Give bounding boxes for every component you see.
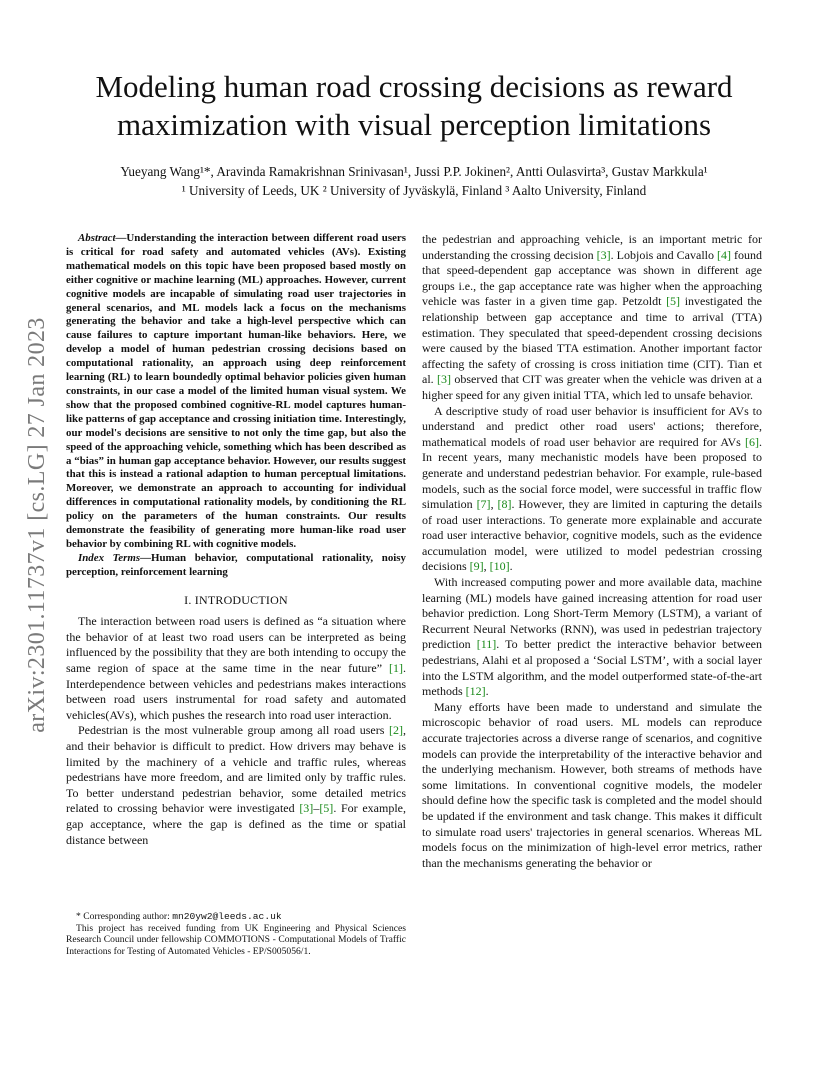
abstract-text: —Understanding the interaction between different road users is critical for road safety and automated vehicles (AVs). Existing mathematical models on this topic have been proposed based mostly on either cognitive or machine learning (ML) approaches. However, current cognitive models are incapable of simulating road user trajectories in general scenarios, and ML models lack a focus on the mechanisms generating the behavior and take a high-level perspective which can cause failures to capture important human-like behaviors. Here, we develop a model of human pedestrian crossing decisions based on computational rationality, an approach using deep reinforcement learning (RL) to learn boundedly optimal behavior policies given human constraints, in our case a model of the limited human visual system. We show that the proposed combined cognitive-RL model captures human-like patterns of gap acceptance and crossing initiation time. Interestingly, our model's decisions are sensitive to not only the time gap, but also the speed of the approaching vehicle, something which has been described as a “bias” in human gap acceptance behavior. However, our results suggest that this is instead a rational adaption to human perceptual limitations. Moreover, we demonstrate an approach to accounting for individual differences in computational rationality models, by conditioning the RL policy on the parameters of the human constraints. Our results demonstrate the feasibility of generating more human-like road user behavior by combining RL with cognitive models.: [66, 232, 406, 550]
email-link[interactable]: mn20yw2@leeds.ac.uk: [172, 911, 282, 922]
paper-title: Modeling human road crossing decisions as reward maximization with visual perception limitations: [95, 69, 733, 142]
citation-link[interactable]: [1]: [389, 661, 403, 676]
abstract-label: Abstract: [78, 232, 116, 244]
abstract: [66, 232, 406, 552]
left-column: [66, 232, 406, 848]
arxiv-id: arXiv:2301.11737v1 [cs.LG] 27 Jan 2023: [24, 317, 50, 733]
citation-link[interactable]: [4]: [717, 247, 731, 262]
corresponding-author: * Corresponding author: mn20yw2@leeds.ac.uk: [76, 911, 282, 922]
citation-link[interactable]: [9]: [469, 559, 484, 574]
paragraph: A descriptive study of road user behavior is insufficient for AVs to understand and predict other road users' actions; therefore, mathematical models of road user behavior are required for AVs [6]. In recent years, many mechanistic models have been proposed to generate and understand pedestrian behavior. For example, rule-based models, such as the social force model, were successful in traffic flow simulation [7], [8]. However, they are limited in capturing the details of road user interactions. To generate more explainable and accurate road user interactive behavior, cognitive models, such as the evidence accumulation model, were utilized to model pedestrian crossing decisions [9], [10].: [422, 403, 762, 574]
citation-link[interactable]: [3]: [437, 372, 451, 387]
citation-link[interactable]: [5]: [666, 294, 681, 309]
paragraph: the pedestrian and approaching vehicle, is an important metric for understanding the crossing decision [3]. Lobjois and Cavallo [4] found that speed-dependent gap acceptance was shown in different age groups i.e., the gap acceptance rate was higher when the approaching vehicle was faster in a given time gap. Petzoldt [5] investigated the relationship between gap acceptance and time to arrival (TTA) estimation. They speculated that speed-dependent crossing decisions were caused by the biased TTA estimation. Another important factor affecting the safety of crossing is cross initiation time (CIT). Tian et al. [3] observed that CIT was greater when the vehicle was driven at a higher speed for any given initial TTA, which led to unsafe behavior.: [422, 232, 762, 402]
citation-link[interactable]: [6]: [745, 434, 759, 449]
citation-link[interactable]: [8]: [497, 497, 512, 512]
citation-link[interactable]: [5]: [319, 801, 334, 816]
affiliations-line: ¹ University of Leeds, UK ² University of Jyväskylä, Finland ³ Aalto University, Finland: [181, 183, 647, 198]
index-terms-text: —Human behavior, computational rationality, noisy perception, reinforcement learning: [66, 551, 406, 578]
funding-note: This project has received funding from UK Engineering and Physical Sciences Research Council under fellowship COMMOTIONS - Computational Models of Traffic Interactions for Testing of Automated Vehicles - EP/S005056/1.: [66, 922, 406, 957]
paragraph: The interaction between road users is defined as “a situation where the behavior of at least two road users can be interpreted as being influenced by the possibility that they are both intending to occupy the same region of space at the same time in the near future” [1]. Interdependence between vehicles and pedestrians makes interactions between road users instrumental for road safety and automated vehicles(AVs), which pushes the research into road user interaction.: [66, 614, 406, 722]
citation-link[interactable]: [10]: [489, 559, 510, 574]
paragraph: With increased computing power and more available data, machine learning (ML) models have gained increasing attention for road user behavior prediction. Long Short-Term Memory (LSTM), a variant of Recurrent Neural Networks (RNN), was used in pedestrian trajectory prediction [11]. To better predict the interactive behavior between pedestrians, Alahi et al proposed a ‘Social LSTM’, with a social layer into the LSTM algorithm, and the model outperformed state-of-the-art methods [12].: [422, 575, 762, 699]
author-block: [40, 162, 788, 200]
paragraph: Many efforts have been made to understand and simulate the microscopic behavior of road users. ML models can reproduce accurate trajectories across a diverse range of scenarios, and cognitive models can provide the interpretability of the interactive behavior and the underlying mechanism. However, both streams of methods have some limitations. In conventional cognitive models, the modeler should define how the specific task is completed and the model should be updated if the environment and task change. This makes it difficult to simulate road users' trajectories in general scenarios. Whereas ML models focus on the minimization of high-level error metrics, rather than the mechanisms generating the behavior or: [422, 699, 762, 870]
citation-link[interactable]: [11]: [476, 637, 497, 652]
index-terms-label: Index Terms: [78, 551, 141, 564]
citation-link[interactable]: [7]: [476, 497, 491, 512]
paragraph: Pedestrian is the most vulnerable group among all road users [2], and their behavior is difficult to predict. How drivers may behave is limited by the machinery of a vehicle and traffic rules, whereas pedestrians have more freedom, and are limited only by traffic rules. To better understand pedestrian behavior, some detailed metrics related to crossing behavior were investigated [3]–[5]. For example, gap acceptance, where the gap is defined as the time or spatial distance between: [66, 723, 406, 847]
citation-link[interactable]: [12]: [465, 684, 486, 699]
right-column: [422, 232, 762, 871]
footnote: [66, 911, 406, 957]
index-terms: [66, 552, 406, 580]
section-heading-introduction: I. INTRODUCTION: [184, 592, 288, 607]
citation-link[interactable]: [3]: [596, 247, 611, 262]
citation-link[interactable]: [3]: [299, 801, 314, 816]
citation-link[interactable]: [2]: [389, 723, 403, 738]
authors-line: Yueyang Wang¹*, Aravinda Ramakrishnan Srinivasan¹, Jussi P.P. Jokinen², Antti Oulasvirta³, Gustav Markkula¹: [120, 164, 708, 179]
